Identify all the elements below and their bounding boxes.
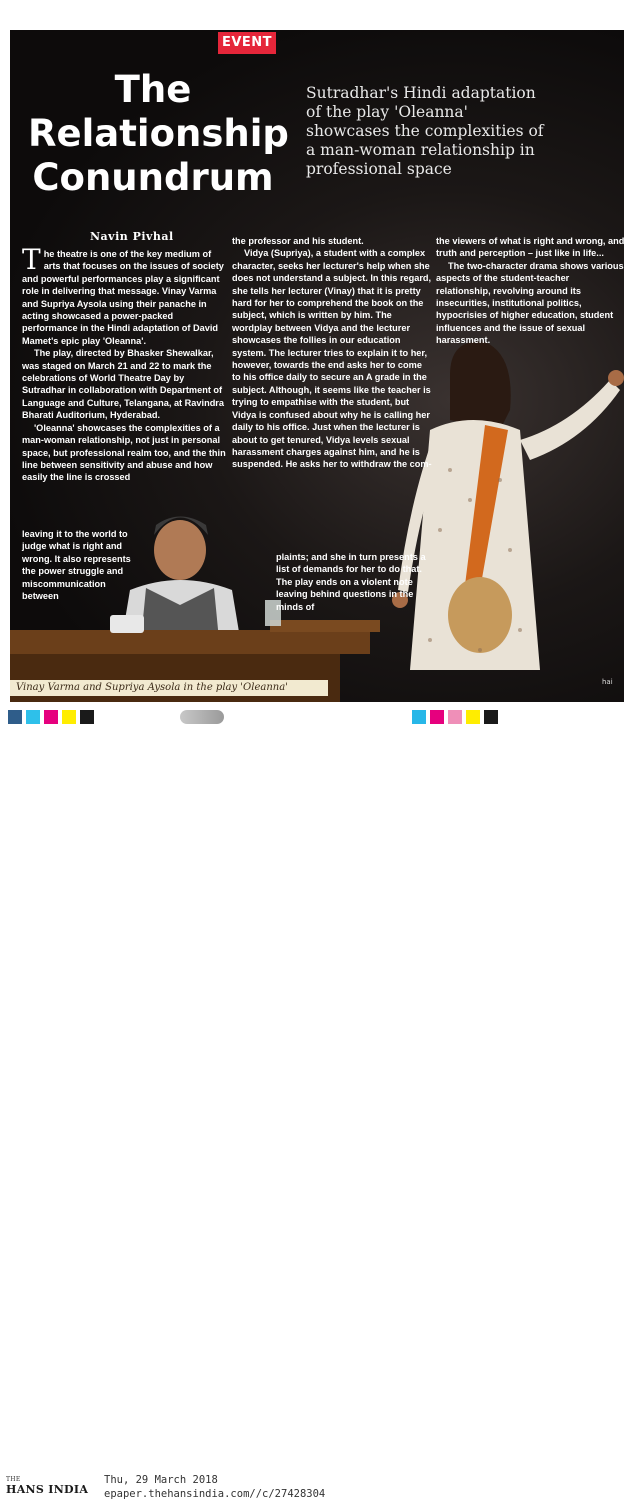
headline-line: The xyxy=(114,68,192,111)
paragraph: The two-character drama shows various aspects of the student-teacher relationship, revolving around its insecurities, institutional politics, hypocrisies of higher education, student influences and the issue of sexual harassment. xyxy=(436,260,624,346)
paragraph: Vidya (Supriya), a student with a complex character, seeks her lecturer's help when she does not understand a subject. In this regard, she tells her lecturer (Vinay) that it is pretty hard for her to comprehend the book on the subject, which is written by him. The wordplay between Vidya and the lecturer showcases the follies in our education system. The lecturer tries to explain it to her, however, towards the end asks her to come to his office daily to secure an A grade in the subject. Although, it seems like the teacher is trying to empathise with the student, but Vidya is confused about why he is calling her daily to his office. Just when the lecturer is about to get tenured, Vidya levels sexual harassment charges against him, and he is suspended. He asks her to withdraw the com- xyxy=(232,248,432,470)
logo-prefix: THE xyxy=(6,1476,21,1483)
article-column-2 xyxy=(232,235,432,471)
article-column-3 xyxy=(436,235,626,347)
epaper-footer xyxy=(0,736,632,1500)
article-background-photo xyxy=(10,30,624,702)
paragraph xyxy=(22,243,227,347)
color-swatch xyxy=(62,710,76,724)
headline xyxy=(28,68,289,200)
color-swatch xyxy=(484,710,498,724)
color-swatch xyxy=(80,710,94,724)
registration-swatches-left xyxy=(8,710,94,724)
paragraph: 'Oleanna' showcases the complexities of a man-woman relationship, not just in personal space, but professional realm too, and the thin line between sensitivity and abuse and how easily the line is crossed xyxy=(22,422,226,483)
standfirst: Sutradhar's Hindi adaptation of the play 'Oleanna' showcases the complexities of a man-woman relationship in professional space xyxy=(306,84,544,178)
paragraph-text: he theatre is one of the key medium of arts that focuses on the issues of society and powerful performances play a significant role in delivering that message. Vinay Varma and Supriya Aysola using their panache in acting showcased a power-packed performance in the Hindi adaptation of David Mamet's epic play 'Oleanna'. xyxy=(22,249,224,346)
dropcap: T xyxy=(22,243,41,276)
paragraph: leaving it to the world to judge what is right and wrong. It also represents the power struggle and miscommunication between xyxy=(22,529,131,602)
paragraph: the professor and his student. xyxy=(232,236,364,246)
headline-line: Relationship xyxy=(28,112,289,155)
color-swatch xyxy=(8,710,22,724)
paragraph: The play, directed by Bhasker Shewalkar, was staged on March 21 and 22 to mark the celebrations of World Theatre Day by Sutradhar in collaboration with Department of Language and Culture, Telangana, at Ravindra Bharati Auditorium, Hyderabad. xyxy=(22,348,224,421)
logo-text: HANS INDIA xyxy=(6,1483,89,1496)
epaper-url[interactable]: epaper.thehansindia.com//c/27428304 xyxy=(104,1488,326,1500)
registration-swatches-right xyxy=(412,710,498,724)
color-swatch xyxy=(44,710,58,724)
photo-caption: Vinay Varma and Supriya Aysola in the play 'Oleanna' xyxy=(10,680,328,696)
color-swatch xyxy=(448,710,462,724)
article-column-1 xyxy=(22,243,227,484)
color-swatch xyxy=(26,710,40,724)
article-column-1-continued xyxy=(22,528,142,602)
color-swatch xyxy=(430,710,444,724)
byline: Navin Pivhal xyxy=(90,230,174,243)
edition-date: Thu, 29 March 2018 xyxy=(104,1474,218,1486)
color-swatch xyxy=(466,710,480,724)
headline-line: Conundrum xyxy=(32,156,274,199)
paragraph: plaints; and she in turn presents a list of demands for her to do that. The play ends on a violent note leaving behind questions in the minds of xyxy=(276,552,426,612)
color-swatch xyxy=(412,710,426,724)
paragraph: the viewers of what is right and wrong, and truth and perception – just like in life... xyxy=(436,236,625,259)
photo-credit: hai xyxy=(602,678,613,686)
article-column-2-continued xyxy=(276,551,426,613)
registration-gradient-bar xyxy=(180,710,224,724)
publication-logo xyxy=(6,1476,89,1496)
section-tag: EVENT xyxy=(218,32,276,54)
